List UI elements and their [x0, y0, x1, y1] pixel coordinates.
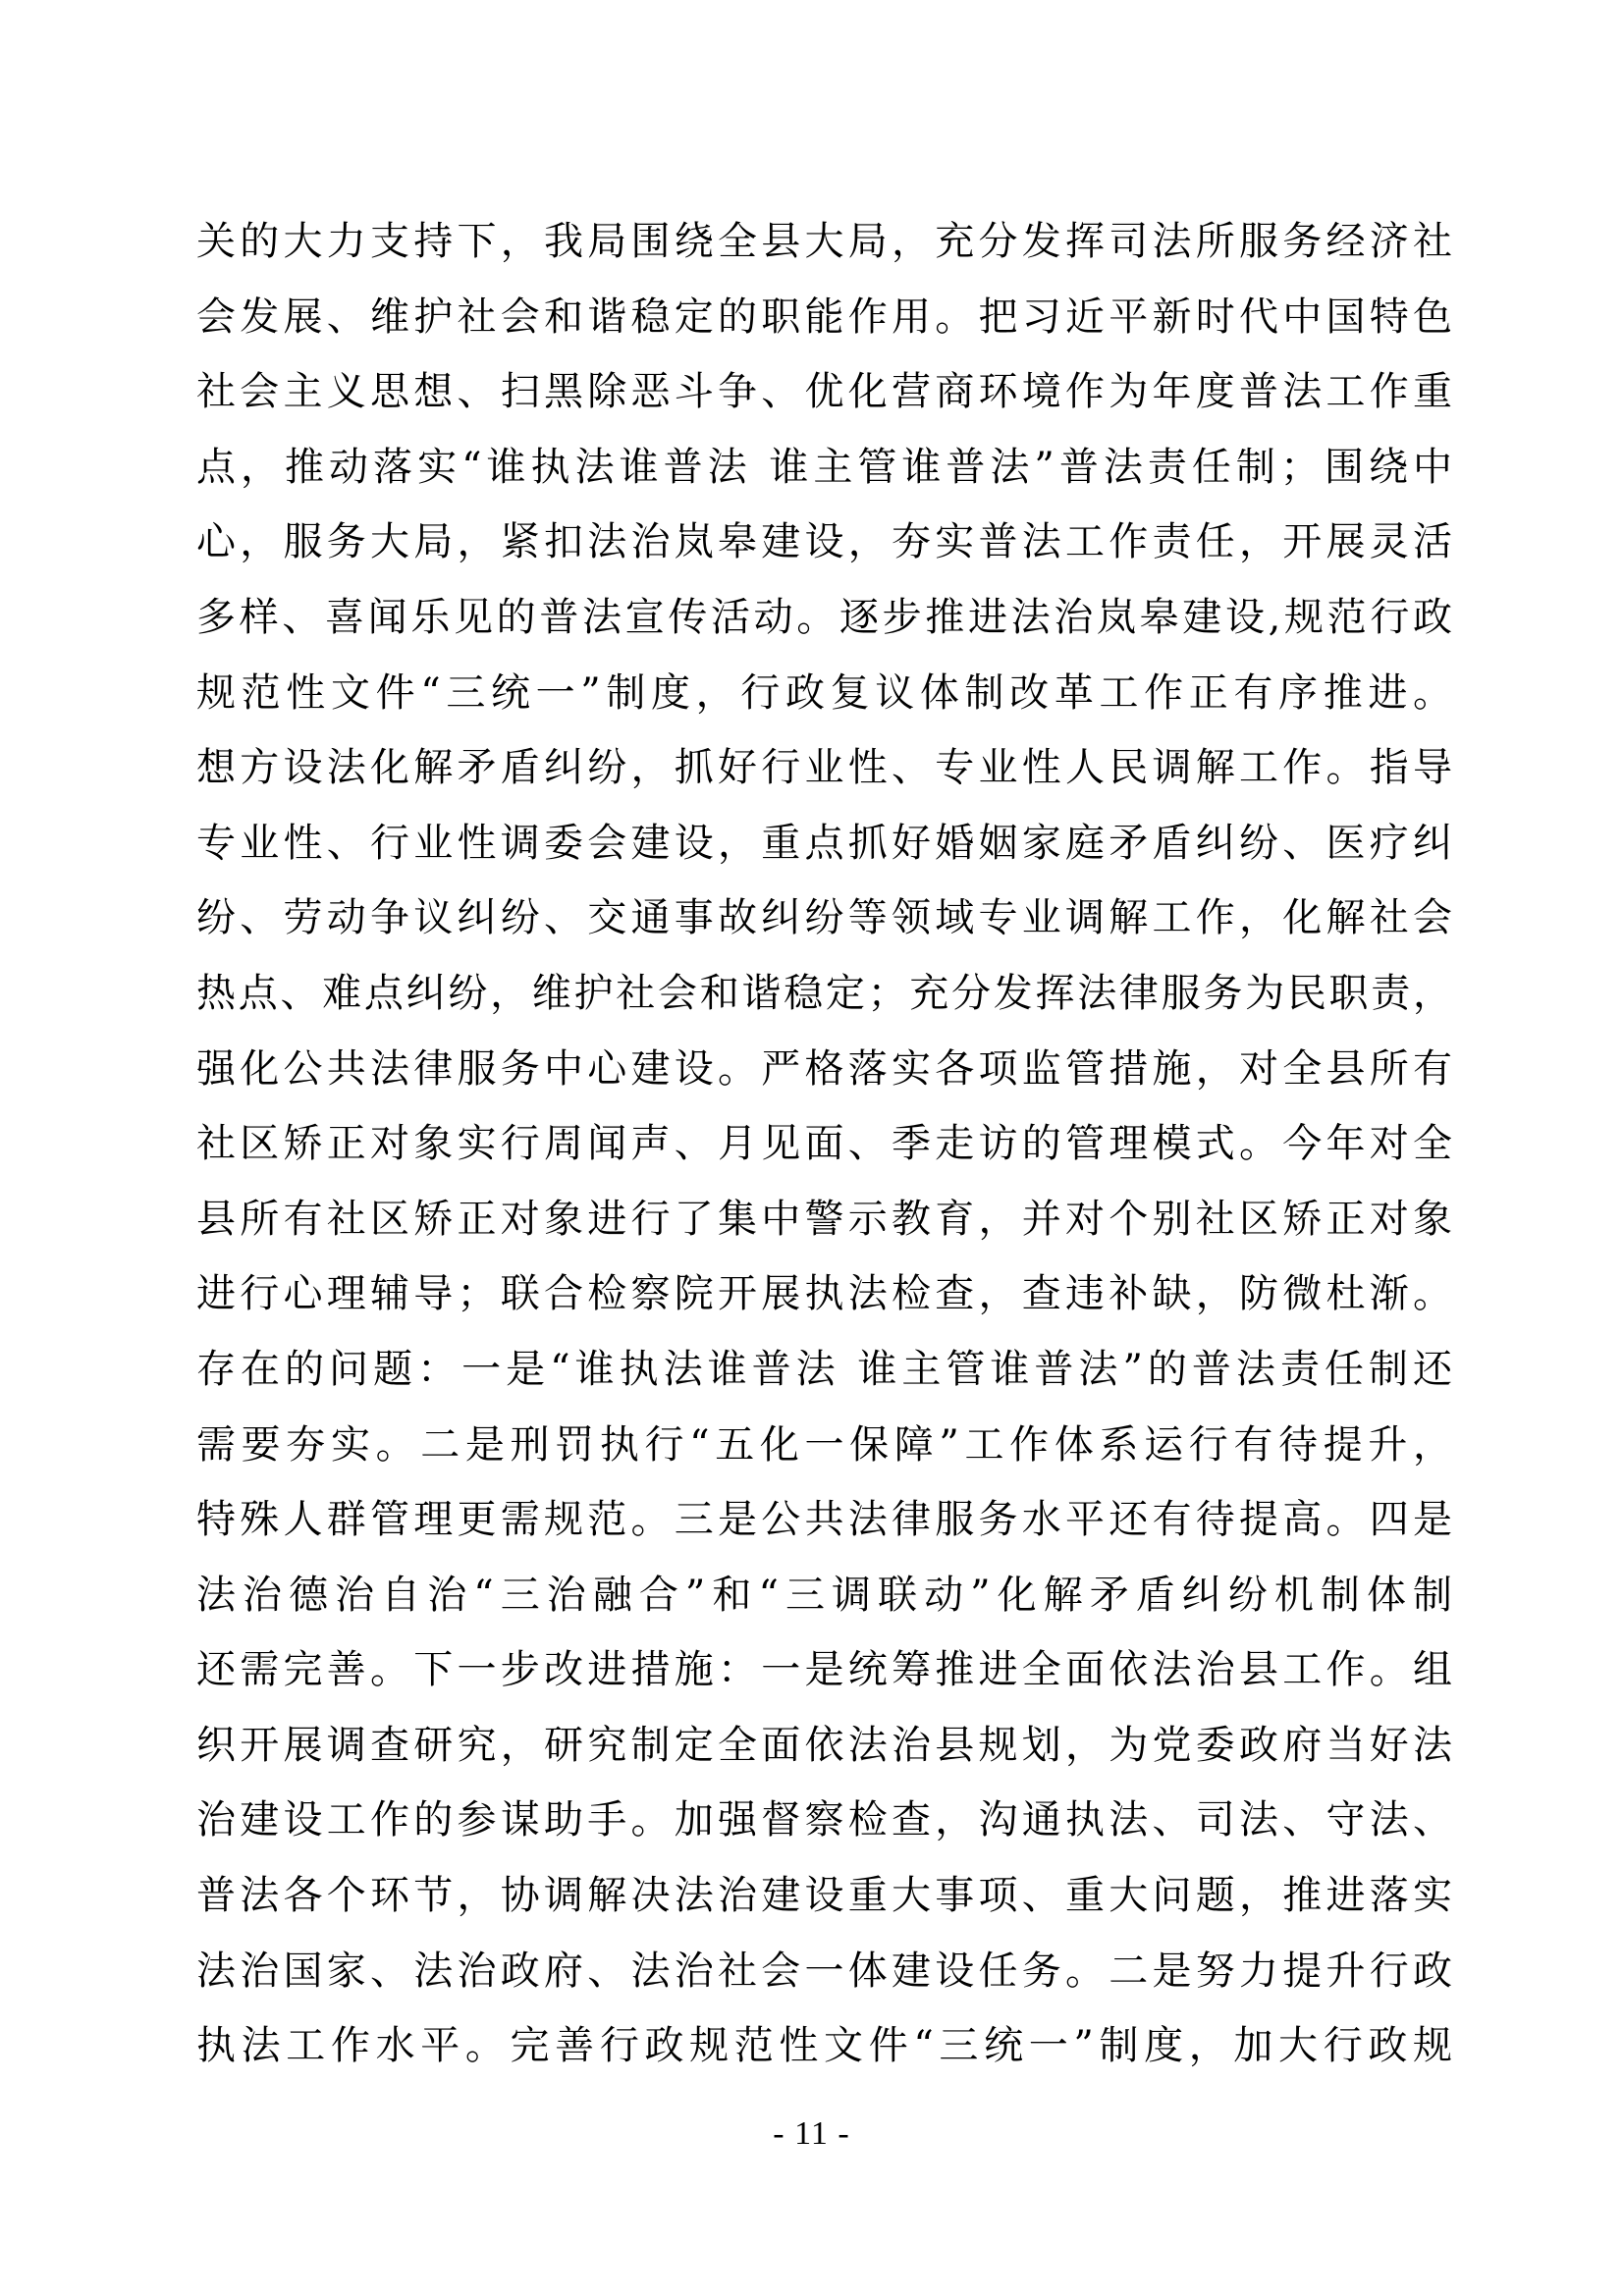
text-line: 治建设工作的参谋助手。加强督察检查，沟通执法、司法、守法、 [196, 1797, 1453, 1843]
text-line: 社区矫正对象实行周闻声、月见面、季走访的管理模式。今年对全 [196, 1121, 1453, 1167]
text-line: 特殊人群管理更需规范。三是公共法律服务水平还有待提高。四是 [196, 1497, 1453, 1543]
text-line: 规范性文件“三统一”制度，行政复议体制改革工作正有序推进。 [196, 669, 1453, 716]
text-line: 存在的问题：一是“谁执法谁普法 谁主管谁普法”的普法责任制还 [196, 1346, 1453, 1392]
text-line: 专业性、行业性调委会建设，重点抓好婚姻家庭矛盾纠纷、医疗纠 [196, 820, 1453, 866]
text-line: 强化公共法律服务中心建设。严格落实各项监管措施，对全县所有 [196, 1045, 1453, 1092]
text-line: 关的大力支持下，我局围绕全县大局，充分发挥司法所服务经济社 [196, 219, 1453, 264]
text-line: 还需完善。下一步改进措施：一是统筹推进全面依法治县工作。组 [196, 1647, 1453, 1693]
body-text [196, 204, 1453, 2084]
text-line: 想方设法化解矛盾纠纷，抓好行业性、专业性人民调解工作。指导 [196, 745, 1453, 791]
text-line: 织开展调查研究，研究制定全面依法治县规划，为党委政府当好法 [196, 1722, 1453, 1768]
text-line: 社会主义思想、扫黑除恶斗争、优化营商环境作为年度普法工作重 [196, 369, 1453, 415]
text-line: 会发展、维护社会和谐稳定的职能作用。把习近平新时代中国特色 [196, 294, 1453, 340]
text-line: 普法各个环节，协调解决法治建设重大事项、重大问题，推进落实 [196, 1873, 1453, 1919]
text-line: 县所有社区矫正对象进行了集中警示教育，并对个别社区矫正对象 [196, 1196, 1453, 1242]
text-line: 多样、喜闻乐见的普法宣传活动。逐步推进法治岚皋建设,规范行政 [196, 594, 1453, 640]
text-line: 点，推动落实“谁执法谁普法 谁主管谁普法”普法责任制；围绕中 [196, 444, 1453, 490]
text-line: 执法工作水平。完善行政规范性文件“三统一”制度，加大行政规 [196, 2023, 1453, 2069]
text-line: 热点、难点纠纷，维护社会和谐稳定；充分发挥法律服务为民职责， [196, 970, 1453, 1016]
text-line: 法治德治自治“三治融合”和“三调联动”化解矛盾纠纷机制体制 [196, 1572, 1453, 1618]
page-number: - 11 - [773, 2115, 850, 2152]
text-line: 法治国家、法治政府、法治社会一体建设任务。二是努力提升行政 [196, 1948, 1453, 1994]
text-line: 需要夯实。二是刑罚执行“五化一保障”工作体系运行有待提升， [196, 1421, 1453, 1468]
text-line: 纷、劳动争议纠纷、交通事故纠纷等领域专业调解工作，化解社会 [196, 895, 1453, 941]
text-line: 进行心理辅导；联合检察院开展执法检查，查违补缺，防微杜渐。 [196, 1271, 1453, 1317]
text-line: 心，服务大局，紧扣法治岚皋建设，夯实普法工作责任，开展灵活 [196, 519, 1453, 565]
